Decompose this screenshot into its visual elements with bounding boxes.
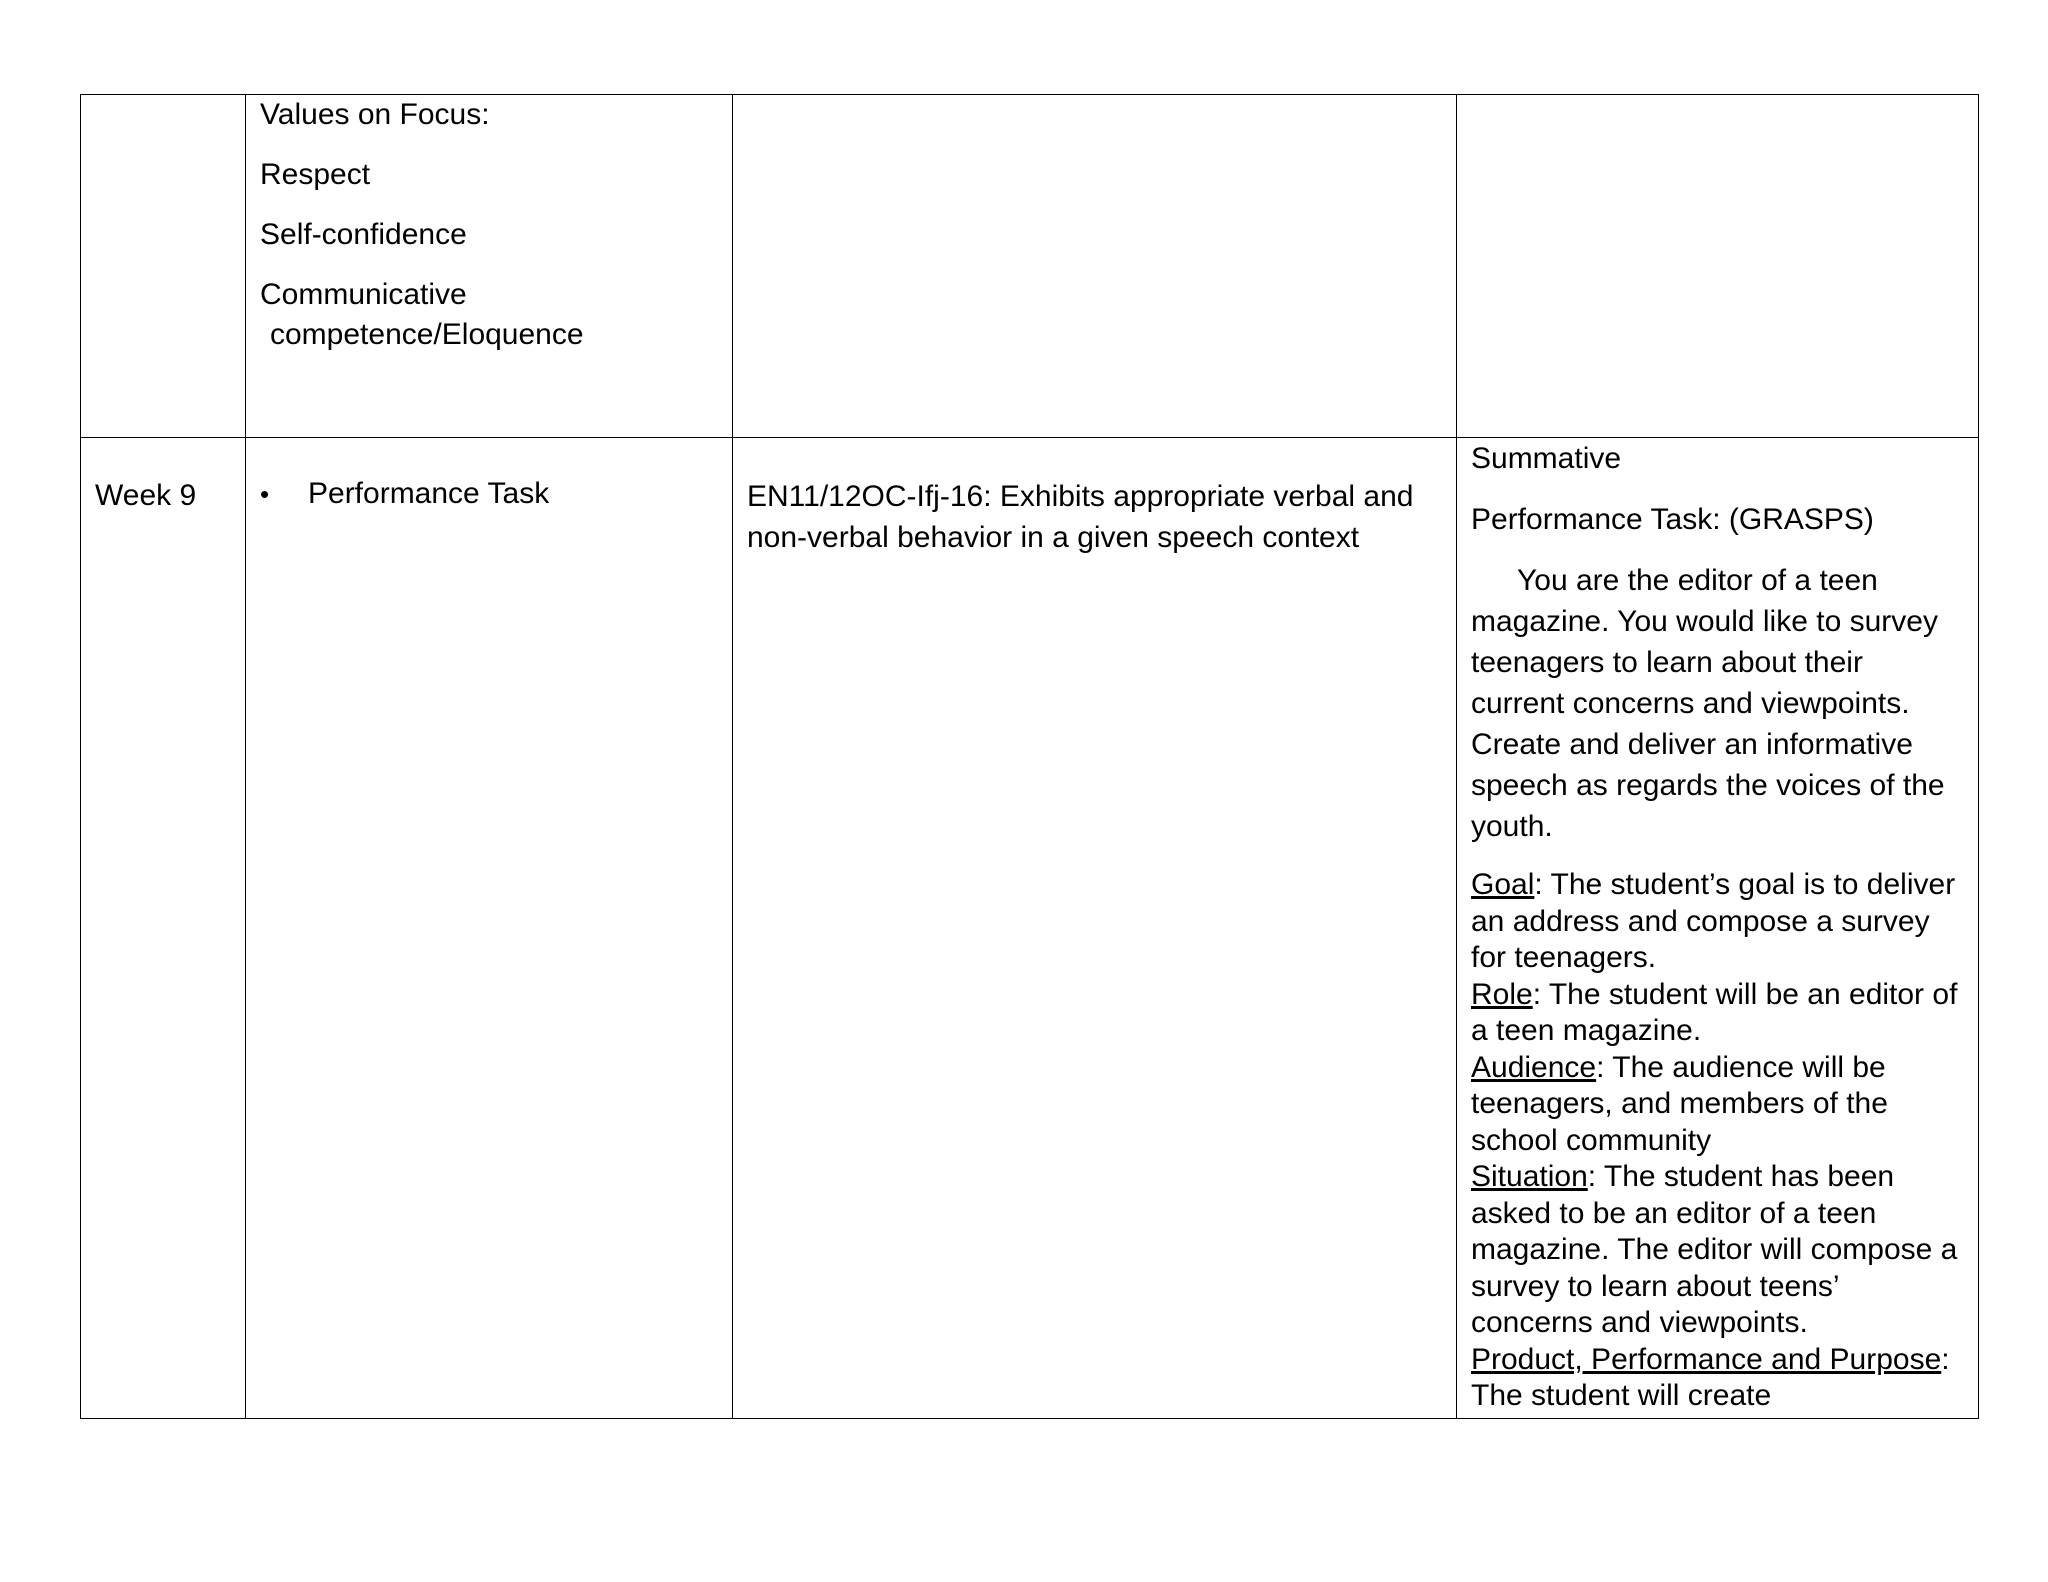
goal-text: : The student’s goal is to deliver an address and compose a survey for teenagers. [1471, 868, 1956, 974]
values-on-focus [246, 95, 732, 355]
assessment-cell [1457, 438, 1979, 1419]
table-row [81, 95, 1979, 438]
situation-label: Situation [1471, 1160, 1588, 1193]
bullet-icon [260, 474, 308, 514]
week-cell [81, 438, 246, 1419]
week-label [81, 95, 245, 133]
competency-text: EN11/12OC-Ifj-16: Exhibits appropriate verbal and non-verbal behavior in a given speech context [747, 480, 1414, 554]
values-heading: Values on Focus: [260, 98, 490, 131]
product-label: Product, Performance and Purpose [1471, 1342, 1942, 1376]
table-row [81, 438, 1979, 1419]
role-text: : The student will be an editor of a teen magazine. [1471, 977, 1958, 1047]
situation-text: : The student has been asked to be an editor of a teen magazine. The editor will compose a survey to learn about teens’ concerns and viewpoints. [1471, 1160, 1958, 1339]
value-item-line: Communicative [260, 278, 467, 311]
assessment-cell [1457, 95, 1979, 438]
role-label: Role [1471, 977, 1533, 1011]
content-cell [246, 95, 733, 438]
task-scenario: You are the editor of a teen magazine. You would like to survey teenagers to learn about their current concerns and viewpoints. Create and deliver an informative speech as regards the voices of the youth. [1471, 564, 1945, 843]
task-title: Performance Task: (GRASPS) [1471, 503, 1874, 536]
product-text: : The student will create [1471, 1342, 1950, 1412]
bullet-text: Performance Task [308, 477, 550, 510]
competency-cell [733, 438, 1457, 1419]
week-cell [81, 95, 246, 438]
competency-cell [733, 95, 1457, 438]
value-item-line: competence/Eloquence [270, 318, 584, 351]
lesson-plan-table [80, 94, 1979, 1419]
grasps-details [1471, 867, 1964, 1415]
value-item: Self-confidence [260, 218, 467, 251]
content-cell [246, 438, 733, 1419]
goal-label: Goal [1471, 868, 1535, 901]
audience-text: : The audience will be teenagers, and members of the school community [1471, 1050, 1888, 1157]
week-label: Week 9 [95, 479, 197, 512]
value-item [260, 275, 718, 355]
audience-label: Audience [1471, 1050, 1597, 1084]
bullet-list-item [246, 438, 732, 514]
competency-text [733, 95, 1456, 133]
assessment-block [1457, 438, 1978, 1415]
assessment-type: Summative [1471, 442, 1622, 475]
value-item: Respect [260, 158, 371, 191]
